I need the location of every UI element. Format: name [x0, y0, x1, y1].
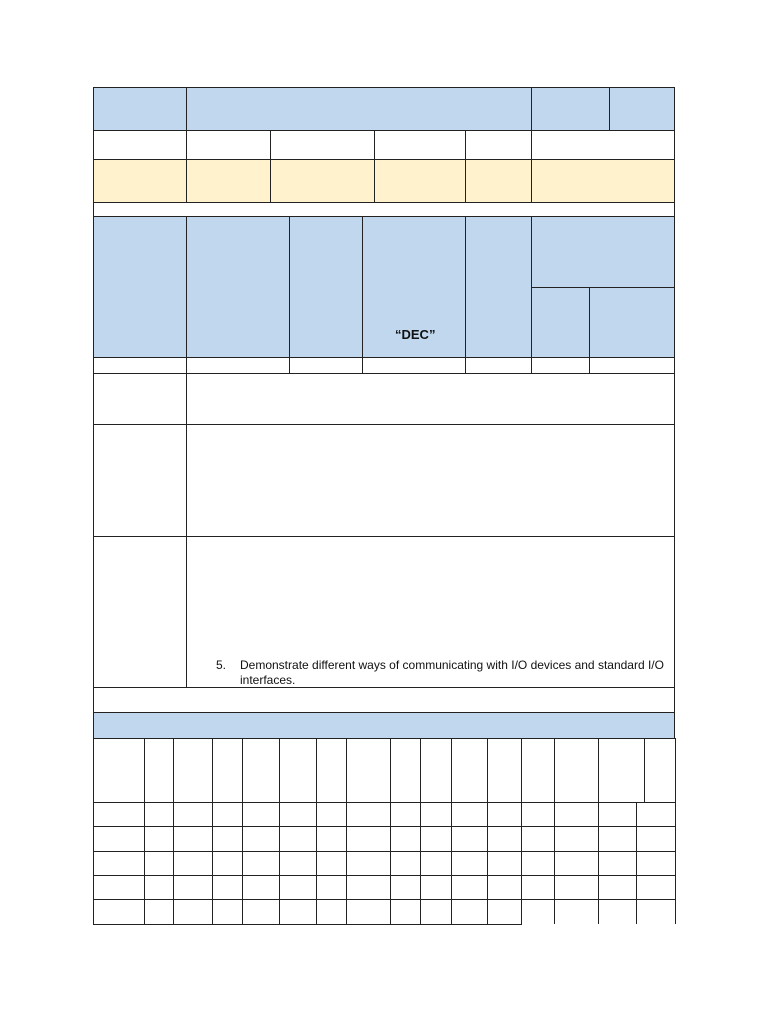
grid-cell — [212, 826, 243, 852]
header-cell-6-top — [531, 216, 675, 288]
grid-divider — [636, 899, 637, 924]
grid-cell — [390, 802, 421, 827]
title-cell-2 — [186, 87, 532, 131]
spacer-row — [93, 202, 675, 217]
grid-cell — [598, 826, 637, 852]
grid-cell — [144, 899, 174, 925]
grid-cell — [93, 851, 145, 876]
grid-cell — [316, 875, 347, 900]
header-cell-6a — [531, 287, 590, 358]
grid-cell — [636, 826, 676, 852]
grid-cell — [487, 899, 522, 925]
grid-cell — [451, 802, 488, 827]
grid-header-cell — [521, 738, 555, 803]
grid-cell — [554, 826, 599, 852]
grid-cell — [636, 802, 676, 827]
grid-cell — [173, 899, 213, 925]
subheader-cell-6 — [531, 357, 590, 374]
grid-cell — [598, 875, 637, 900]
grid-cell — [636, 851, 676, 876]
grid-cell — [487, 851, 522, 876]
grid-cell — [346, 826, 391, 852]
grid-cell — [173, 851, 213, 876]
grid-cell — [521, 875, 555, 900]
outcome-item-number: 5. — [216, 658, 227, 672]
grid-cell — [420, 826, 452, 852]
grid-divider — [554, 899, 555, 924]
grid-cell — [521, 802, 555, 827]
grid-cell — [521, 851, 555, 876]
grid-cell — [487, 802, 522, 827]
grid-cell — [144, 875, 174, 900]
subheader-cell-7 — [589, 357, 675, 374]
grid-divider — [675, 899, 676, 924]
title-cell-4 — [609, 87, 675, 131]
grid-header-cell — [598, 738, 645, 803]
grid-cell — [636, 875, 676, 900]
grid-header-cell — [554, 738, 599, 803]
grid-cell — [420, 802, 452, 827]
title-cell-1 — [93, 87, 187, 131]
grid-cell — [242, 875, 280, 900]
subheader-cell-2 — [186, 357, 290, 374]
outcome-item-text: Demonstrate different ways of communicating with I/O devices and standard I/O interfaces. — [240, 658, 664, 687]
grid-cell — [144, 851, 174, 876]
header-cell-1 — [93, 216, 187, 358]
grid-cell — [346, 899, 391, 925]
grid-cell — [242, 899, 280, 925]
section-c-label — [93, 536, 187, 688]
grid-cell — [212, 851, 243, 876]
grid-cell — [554, 851, 599, 876]
grid-cell — [420, 875, 452, 900]
grid-cell — [316, 899, 347, 925]
grid-header-cell — [279, 738, 317, 803]
subheader-cell-4 — [362, 357, 466, 374]
grid-header-cell — [316, 738, 347, 803]
grid-cell — [279, 851, 317, 876]
section-b-label — [93, 424, 187, 537]
info-cell-6 — [531, 130, 675, 160]
highlight-cell-5 — [465, 159, 532, 203]
grid-cell — [346, 802, 391, 827]
grid-cell — [521, 826, 555, 852]
grid-header-cell — [451, 738, 488, 803]
grid-cell — [242, 851, 280, 876]
grid-cell — [420, 851, 452, 876]
grid-cell — [93, 802, 145, 827]
grid-cell — [242, 826, 280, 852]
grid-cell — [598, 851, 637, 876]
grid-cell — [554, 802, 599, 827]
grid-cell — [173, 875, 213, 900]
section-a-label — [93, 373, 187, 425]
grid-cell — [279, 875, 317, 900]
grid-cell — [390, 875, 421, 900]
header-cell-3 — [289, 216, 363, 358]
outcome-item-5 — [216, 658, 672, 687]
grid-cell — [173, 802, 213, 827]
grid-cell — [451, 826, 488, 852]
grid-cell — [420, 899, 452, 925]
grid-cell — [316, 851, 347, 876]
grid-cell — [93, 875, 145, 900]
info-cell-1 — [93, 130, 187, 160]
grid-cell — [93, 826, 145, 852]
grid-cell — [487, 826, 522, 852]
grid-cell — [316, 802, 347, 827]
header-cell-5 — [465, 216, 532, 358]
title-cell-3 — [531, 87, 610, 131]
grid-divider — [598, 899, 599, 924]
subheader-cell-3 — [289, 357, 363, 374]
section-a-content — [186, 373, 675, 425]
info-cell-4 — [374, 130, 466, 160]
header-cell-6b — [589, 287, 675, 358]
highlight-cell-6 — [531, 159, 675, 203]
grid-cell — [390, 899, 421, 925]
grid-header-cell — [346, 738, 391, 803]
info-cell-3 — [270, 130, 375, 160]
header-cell-2 — [186, 216, 290, 358]
dec-label: “DEC” — [395, 327, 436, 342]
grid-cell — [279, 802, 317, 827]
grid-header-cell — [144, 738, 174, 803]
grid-cell — [451, 899, 488, 925]
schedule-band — [93, 712, 675, 739]
grid-cell — [279, 899, 317, 925]
subheader-cell-5 — [465, 357, 532, 374]
section-b-content — [186, 424, 675, 537]
grid-cell — [487, 875, 522, 900]
grid-cell — [598, 802, 637, 827]
grid-cell — [144, 802, 174, 827]
grid-cell — [390, 826, 421, 852]
highlight-cell-3 — [270, 159, 375, 203]
grid-cell — [451, 851, 488, 876]
grid-cell — [451, 875, 488, 900]
grid-header-cell — [93, 738, 145, 803]
grid-cell — [144, 826, 174, 852]
grid-header-cell — [487, 738, 522, 803]
grid-cell — [212, 899, 243, 925]
grid-cell — [279, 826, 317, 852]
highlight-cell-2 — [186, 159, 271, 203]
grid-cell — [93, 899, 145, 925]
grid-header-cell — [644, 738, 676, 803]
grid-cell — [212, 875, 243, 900]
subheader-cell-1 — [93, 357, 187, 374]
grid-header-cell — [420, 738, 452, 803]
highlight-cell-4 — [374, 159, 466, 203]
grid-header-cell — [212, 738, 243, 803]
grid-header-cell — [390, 738, 421, 803]
grid-cell — [173, 826, 213, 852]
grid-cell — [242, 802, 280, 827]
grid-cell — [346, 851, 391, 876]
grid-cell — [554, 875, 599, 900]
info-cell-2 — [186, 130, 271, 160]
grid-header-cell — [242, 738, 280, 803]
grid-header-cell — [173, 738, 213, 803]
grid-cell — [346, 875, 391, 900]
grid-cell — [212, 802, 243, 827]
grid-cell — [390, 851, 421, 876]
grid-cell — [316, 826, 347, 852]
highlight-cell-1 — [93, 159, 187, 203]
info-cell-5 — [465, 130, 532, 160]
blank-row — [93, 687, 675, 713]
